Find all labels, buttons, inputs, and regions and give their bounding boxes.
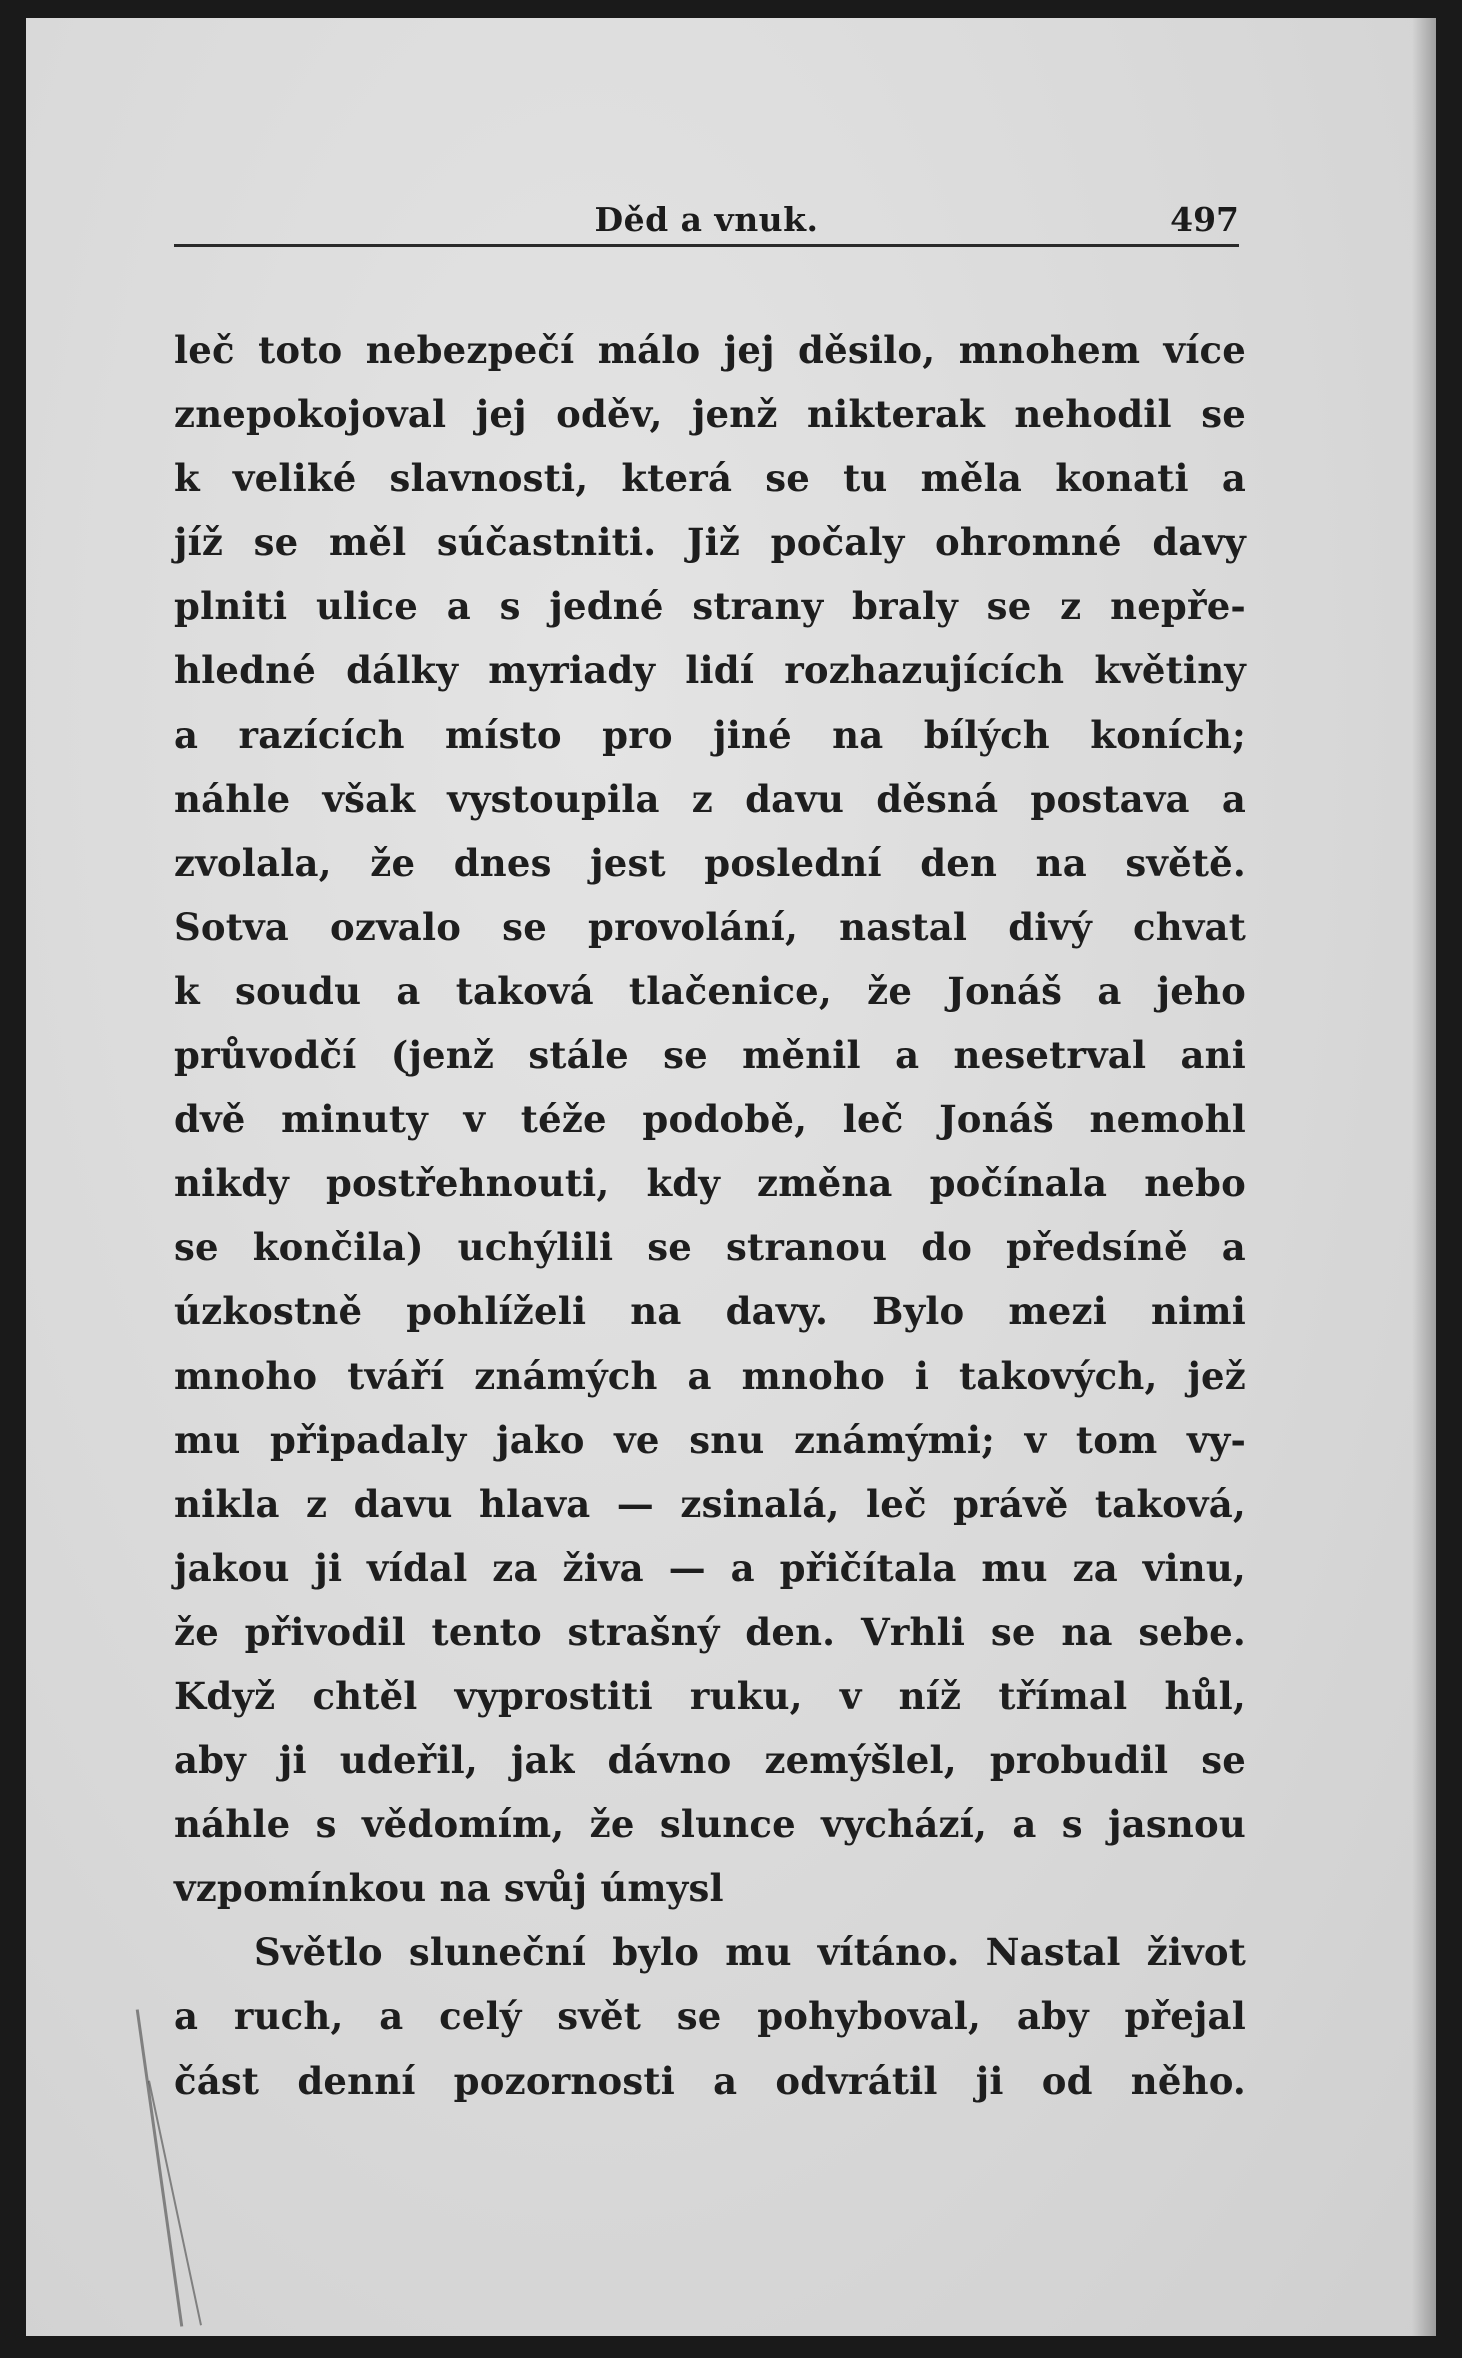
running-title: Děd a vnuk. (594, 200, 819, 239)
text-line: aby ji udeřil, jak dávno zemýšlel, probudil se (174, 1738, 1246, 1783)
text-line: se končila) uchýlili se stranou do předsíně a (174, 1225, 1246, 1270)
text-line: mnoho tváří známých a mnoho i takových, jež (174, 1353, 1246, 1398)
text-line: hledné dálky myriady lidí rozhazujících květiny (174, 648, 1246, 693)
text-line: Když chtěl vyprostiti ruku, v níž třímal hůl, (174, 1673, 1246, 1718)
text-line: Sotva ozvalo se provolání, nastal divý chvat (174, 904, 1246, 949)
text-line: Světlo sluneční bylo mu vítáno. Nastal život (254, 1930, 1246, 1975)
text-line: jíž se měl súčastniti. Již počaly ohromné davy (174, 520, 1246, 565)
text-line: nikla z davu hlava — zsinalá, leč právě taková, (174, 1481, 1246, 1526)
page-number: 497 (1170, 200, 1239, 239)
text-line: a ruch, a celý svět se pohyboval, aby přejal (174, 1994, 1246, 2039)
text-line: průvodčí (jenž stále se měnil a nesetrval ani (174, 1033, 1246, 1078)
text-line: nikdy postřehnouti, kdy změna počínala nebo (174, 1161, 1246, 1206)
text-line: náhle s vědomím, že slunce vychází, a s jasnou (174, 1802, 1246, 1847)
page-edge-shadow (1412, 18, 1436, 2336)
text-line: k soudu a taková tlačenice, že Jonáš a jeho (174, 968, 1246, 1013)
book-page (26, 18, 1436, 2336)
text-line: jakou ji vídal za živa — a přičítala mu za vinu, (174, 1545, 1246, 1590)
text-line: mu připadaly jako ve snu známými; v tom vy- (174, 1417, 1246, 1462)
header-rule (174, 244, 1239, 247)
page-header (174, 194, 1239, 242)
text-line: znepokojoval jej oděv, jenž nikterak nehodil se (174, 392, 1246, 437)
text-line: úzkostně pohlíželi na davy. Bylo mezi nimi (174, 1289, 1246, 1334)
text-line: a razících místo pro jiné na bílých koních; (174, 712, 1246, 757)
text-line: že přivodil tento strašný den. Vrhli se na sebe. (174, 1609, 1246, 1654)
text-line: část denní pozornosti a odvrátil ji od něho. (174, 2058, 1246, 2103)
text-line: k veliké slavnosti, která se tu měla konati a (174, 456, 1246, 501)
text-line: leč toto nebezpečí málo jej děsilo, mnohem více (174, 328, 1246, 372)
body-text (174, 318, 1246, 2113)
text-line: vzpomínkou na svůj úmysl (174, 1866, 724, 1911)
text-line: zvolala, že dnes jest poslední den na světě. (174, 840, 1246, 885)
text-line: plniti ulice a s jedné strany braly se z nepře- (174, 584, 1246, 629)
text-line: náhle však vystoupila z davu děsná postava a (174, 776, 1246, 821)
text-line: dvě minuty v téže podobě, leč Jonáš nemohl (174, 1097, 1246, 1142)
